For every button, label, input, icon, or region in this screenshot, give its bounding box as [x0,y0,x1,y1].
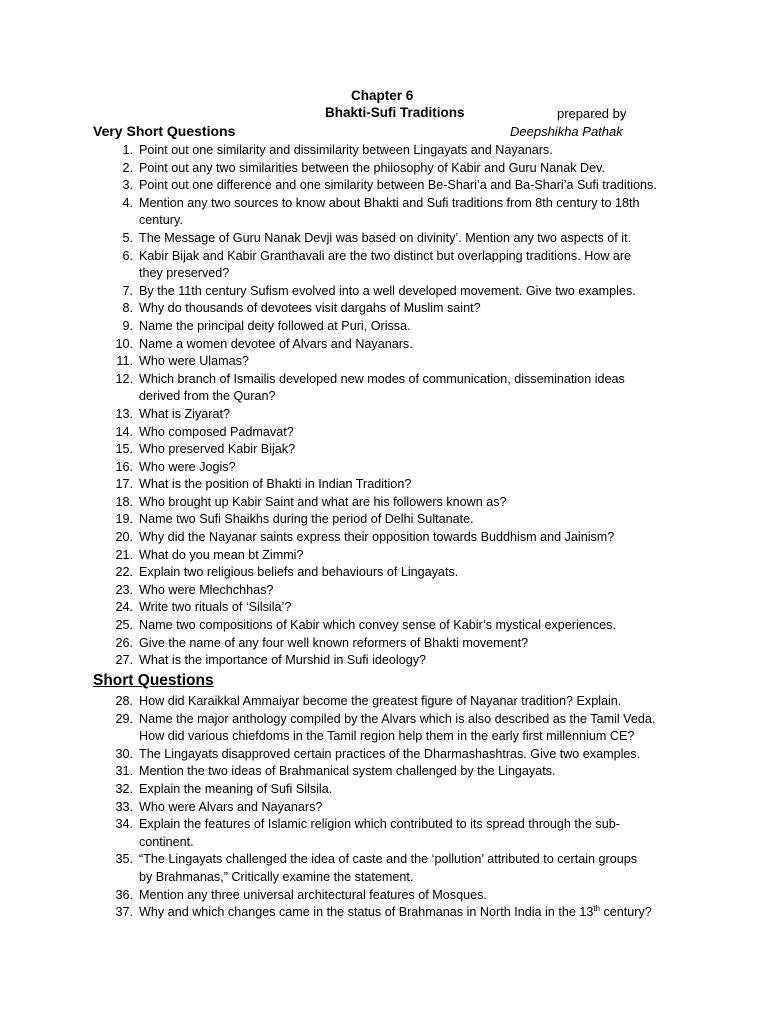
question-item: 18. Who brought up Kabir Saint and what are his followers known as? [115,494,507,509]
question-item: 3. Point out one difference and one similarity between Be-Shari’a and Ba-Shari’a Sufi traditions. [122,178,657,193]
very-short-questions-heading: Very Short Questions [93,123,236,139]
question-item: 21. What do you mean bt Zimmi? [115,547,304,562]
superscript-th: th [593,903,600,913]
very-short-questions-list [93,142,693,670]
question-item: 26. Give the name of any four well known reformers of Bhakti movement? [115,635,529,650]
question-item: 6. Kabir Bijak and Kabir Granthavali are the two distinct but overlapping traditions. How are they preserved? [122,248,632,281]
question-item: 30. The Lingayats disapproved certain practices of the Dharmashashtras. Give two examples. [115,746,641,761]
question-item: 20. Why did the Nayanar saints express their opposition towards Buddhism and Jainism? [115,530,615,545]
author-name: Deepshikha Pathak [510,124,623,139]
question-item: 5. The Message of Guru Nanak Devji was based on divinity’. Mention any two aspects of it. [122,230,632,245]
question-item: 12. Which branch of Ismailis developed new modes of communication, dissemination ideas derived from the Quran? [115,371,625,404]
question-item: 28. How did Karaikkal Ammaiyar become the greatest figure of Nayanar tradition? Explain. [115,694,622,708]
question-item: 4. Mention any two sources to know about Bhakti and Sufi traditions from 8th century to 18th century. [122,195,640,228]
short-questions-list [93,693,693,922]
question-item: 1. Point out one similarity and dissimilarity between Lingayats and Nayanars. [122,143,553,157]
question-item: 27. What is the importance of Murshid in Sufi ideology? [115,653,426,668]
question-item: 19. Name two Sufi Shaikhs during the period of Delhi Sultanate. [115,512,474,527]
question-item: 7. By the 11th century Sufism evolved into a well developed movement. Give two examples. [122,283,636,298]
question-item: 29. Name the major anthology compiled by the Alvars which is also described as the Tamil Veda. How did various chiefdoms in the Tamil region help them in the early first millennium CE? [115,711,656,744]
question-item: 25. Name two compositions of Kabir which convey sense of Kabir’s mystical experiences. [115,618,616,633]
question-item: 10. Name a women devotee of Alvars and Nayanars. [115,336,413,351]
question-item: 32. Explain the meaning of Sufi Silsila. [115,781,333,796]
short-questions-heading: Short Questions [93,672,214,689]
question-item: 9. Name the principal deity followed at Puri, Orissa. [122,318,411,333]
chapter-number: Chapter 6 [351,88,414,103]
question-item: 24. Write two rituals of ‘Silsila’? [115,600,292,615]
question-item: 33. Who were Alvars and Nayanars? [115,799,323,814]
question-item: 23. Who were Mlechchhas? [115,582,274,597]
question-item: 14. Who composed Padmavat? [115,424,294,439]
question-item: 31. Mention the two ideas of Brahmanical system challenged by the Lingayats. [115,764,556,779]
question-item: 13. What is Ziyarat? [115,406,230,421]
question-item: 8. Why do thousands of devotees visit dargahs of Muslim saint? [122,301,481,316]
question-item: 15. Who preserved Kabir Bijak? [115,442,296,457]
question-item: 11. Who were Ulamas? [116,354,249,369]
question-item: 34. Explain the features of Islamic religion which contributed to its spread through the sub- continent. [115,817,620,849]
prepared-by-label: prepared by [557,106,627,121]
chapter-title: Bhakti-Sufi Traditions [325,105,465,120]
question-item: 22. Explain two religious beliefs and behaviours of Lingayats. [115,565,459,580]
question-item: 17. What is the position of Bhakti in Indian Tradition? [115,477,412,492]
question-item: 37. Why and which changes came in the status of Brahmanas in North India in the 13th century? [115,903,652,920]
question-item: 16. Who were Jogis? [115,459,236,474]
question-item: 36. Mention any three universal architectural features of Mosques. [115,887,487,902]
question-item: 35. “The Lingayats challenged the idea of caste and the ‘pollution’ attributed to certain groups by Brahmanas,” Critically examine the statement. [115,852,638,884]
question-item: 2. Point out any two similarities between the philosophy of Kabir and Guru Nanak Dev. [122,160,605,175]
